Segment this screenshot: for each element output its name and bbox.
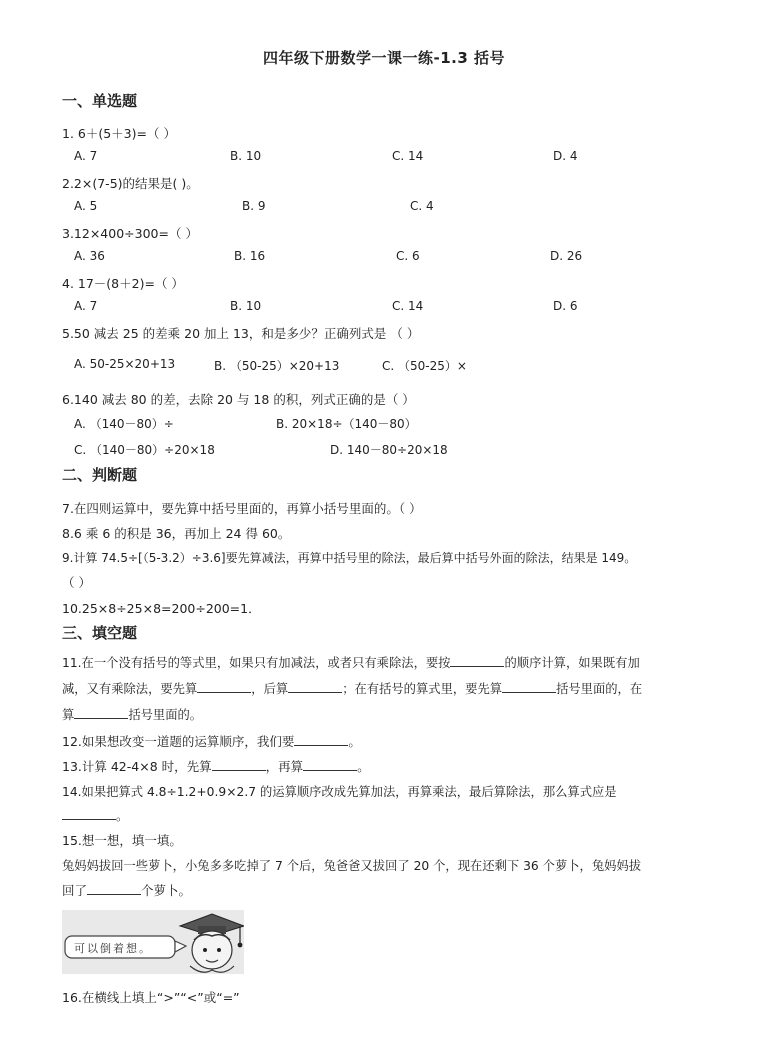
q12-blank[interactable] — [294, 733, 348, 746]
q5-option-c: C. （50-25）× — [382, 359, 467, 373]
question-16: 16.在横线上填上“>”“<”或“=” — [62, 990, 240, 1005]
question-4: 4. 17－(8＋2)=（ ） — [62, 276, 184, 291]
question-7: 7.在四则运算中，要先算中括号里面的，再算小括号里面的。（ ） — [62, 501, 422, 516]
question-6: 6.140 减去 80 的差，去除 20 与 18 的积，列式正确的是（ ） — [62, 392, 415, 407]
section-heading-true-false: 二、判断题 — [62, 466, 138, 484]
q11-line-1: 11.在一个没有括号的等式里，如果只有加减法，或者只有乘除法，要按 的顺序计算，如果既有加 — [62, 656, 640, 670]
hint-illustration — [62, 910, 244, 974]
question-11 — [62, 650, 712, 728]
q3-option-b: B. 16 — [234, 249, 266, 263]
q3-option-c: C. 6 — [396, 249, 420, 263]
q11-blank-5[interactable] — [74, 706, 128, 719]
speech-bubble-text: 可以倒着想。 — [74, 942, 152, 955]
q6-option-d: D. 140－80÷20×18 — [330, 443, 448, 457]
question-15-answer: 回了 个萝卜。 — [62, 883, 192, 898]
q15-blank[interactable] — [87, 882, 141, 895]
q1-option-b: B. 10 — [230, 149, 262, 163]
q4-option-a: A. 7 — [74, 299, 98, 313]
question-2: 2.2×(7-5)的结果是( )。 — [62, 176, 199, 191]
q11-line-3: 算 括号里面的。 — [62, 708, 203, 722]
question-1: 1. 6＋(5＋3)=（ ） — [62, 126, 176, 141]
doc-title: 四年级下册数学一课一练-1.3 括号 — [262, 49, 506, 67]
q6-option-b: B. 20×18÷（140－80） — [276, 417, 417, 431]
q1-option-d: D. 4 — [553, 149, 578, 163]
q6-option-c: C. （140－80）÷20×18 — [74, 443, 215, 457]
q13-blank-1[interactable] — [212, 758, 266, 771]
section-heading-fill-in: 三、填空题 — [62, 624, 138, 642]
q1-option-c: C. 14 — [392, 149, 424, 163]
question-13: 13.计算 42-4×8 时，先算 ，再算 。 — [62, 759, 370, 774]
q4-option-b: B. 10 — [230, 299, 262, 313]
q4-option-d: D. 6 — [553, 299, 578, 313]
q5-option-b: B. （50-25）×20+13 — [214, 359, 340, 373]
question-3: 3.12×400÷300=（ ） — [62, 226, 198, 241]
q11-blank-1[interactable] — [450, 654, 504, 667]
question-12: 12.如果想改变一道题的运算顺序，我们要 。 — [62, 734, 361, 749]
q11-line-2: 减，又有乘除法，要先算 ，后算 ；在有括号的算式里，要先算 括号里面的，在 — [62, 682, 643, 696]
question-15: 15.想一想，填一填。 — [62, 833, 182, 848]
q2-option-a: A. 5 — [74, 199, 98, 213]
q5-option-a: A. 50-25×20+13 — [74, 357, 176, 371]
question-14: 14.如果把算式 4.8÷1.2+0.9×2.7 的运算顺序改成先算加法，再算乘法，最后算除法，那么算式应是 — [62, 785, 617, 799]
q3-option-d: D. 26 — [550, 249, 583, 263]
q11-blank-2[interactable] — [197, 680, 251, 693]
question-10: 10.25×8÷25×8=200÷200=1． — [62, 601, 261, 616]
q1-option-a: A. 7 — [74, 149, 98, 163]
q2-option-c: C. 4 — [410, 199, 434, 213]
q11-blank-4[interactable] — [502, 680, 556, 693]
q4-option-c: C. 14 — [392, 299, 424, 313]
question-9-answer-paren: （ ） — [62, 575, 91, 590]
q13-blank-2[interactable] — [303, 758, 357, 771]
question-8: 8.6 乘 6 的积是 36，再加上 24 得 60。 — [62, 526, 291, 541]
question-9: 9.计算 74.5÷[（5-3.2）÷3.6]要先算减法，再算中括号里的除法，最后算中括号外面的除法，结果是 149。 — [62, 551, 637, 565]
question-14-answer: 。 — [62, 806, 129, 824]
question-5: 5.50 减去 25 的差乘 20 加上 13，和是多少？正确列式是 （ ） — [62, 326, 420, 341]
q11-blank-3[interactable] — [288, 680, 342, 693]
q2-option-b: B. 9 — [242, 199, 266, 213]
q14-blank[interactable] — [62, 807, 116, 820]
q3-option-a: A. 36 — [74, 249, 105, 263]
question-15-story: 兔妈妈拔回一些萝卜，小兔多多吃掉了 7 个后，兔爸爸又拔回了 20 个，现在还剩下 36 个萝卜，兔妈妈拔 — [62, 859, 642, 873]
section-heading-single-choice: 一、单选题 — [62, 92, 138, 110]
q6-option-a: A. （140－80）÷ — [74, 417, 174, 431]
